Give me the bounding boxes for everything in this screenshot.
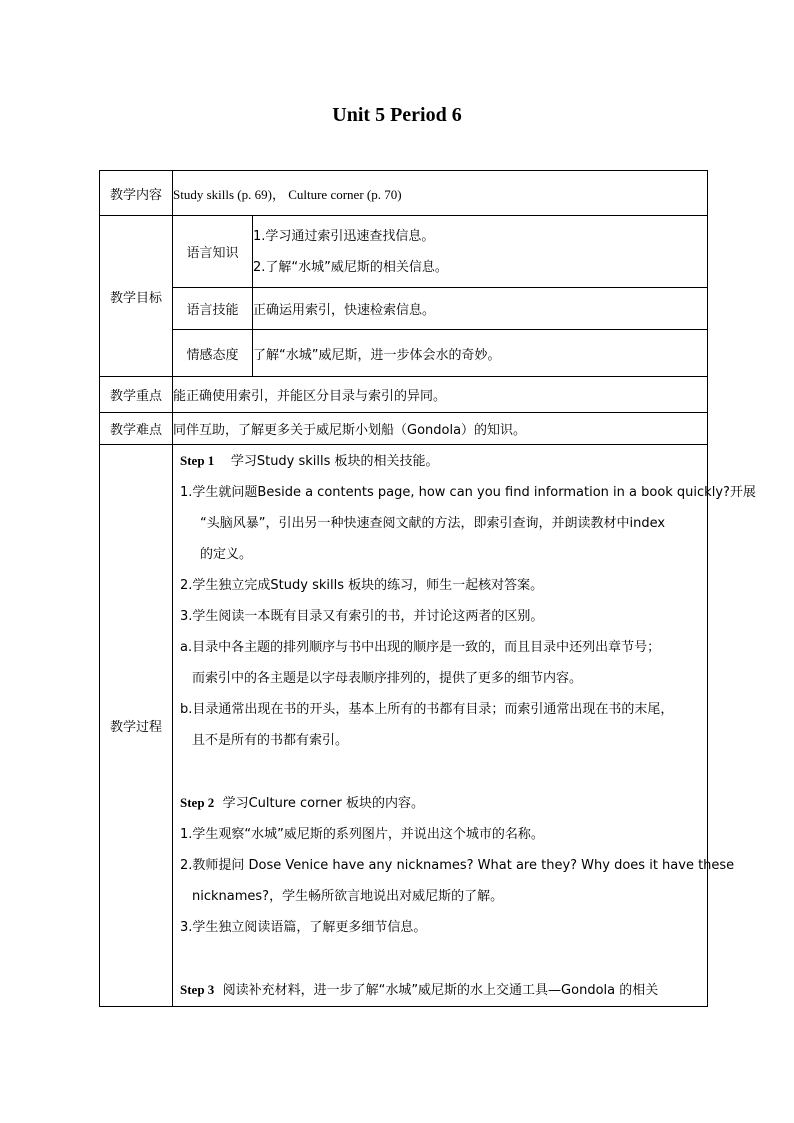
step1-item1-line2: “头脑风暴”，引出另一种快速查阅文献的方法，即索引查询，并朗读教材中index [200, 516, 666, 531]
step1-item-b-line2: 且不是所有的书都有索引。 [192, 733, 349, 748]
step3-heading [180, 974, 701, 1006]
step1-item2: 2.学生独立完成Study skills 板块的练习，师生一起核对答案。 [180, 578, 544, 593]
goal-row-skills [100, 288, 708, 330]
goal-knowledge-line-1: 1.学习通过索引迅速查找信息。 [253, 228, 435, 244]
step2-item2-line1: 2.教师提问 Dose Venice have any nicknames? What are they? Why does it have these [180, 858, 735, 873]
process-content [173, 445, 756, 1007]
spacer [180, 756, 701, 787]
step3-title: Step 3 [180, 982, 215, 997]
goal-value-attitude: 了解“水城”威尼斯，进一步体会水的奇妙。 [253, 330, 708, 377]
step1-item3: 3.学生阅读一本既有目录又有索引的书，并讨论这两者的区别。 [180, 609, 544, 624]
step1-title: Step 1 [180, 453, 215, 468]
step2-heading [180, 787, 701, 819]
content-row [100, 171, 708, 216]
content-value: Study skills (p. 69)， Culture corner (p. 70) [173, 171, 708, 216]
step1-item1-line3: 的定义。 [200, 547, 253, 562]
step1-item-a-line1: a.目录中各主题的排列顺序与书中出现的顺序是一致的，而且目录中还列出章节号； [180, 640, 661, 655]
step1-item1-line1: 1.学生就问题Beside a contents page, how can you find information in a book quickly?开展 [180, 485, 756, 500]
step1-item-a-line2: 而索引中的各主题是以字母表顺序排列的，提供了更多的细节内容。 [192, 671, 583, 686]
goal-row-attitude [100, 330, 708, 377]
step1-item-b-line1: b.目录通常出现在书的开头，基本上所有的书都有目录；而索引通常出现在书的末尾， [180, 702, 674, 717]
goal-label-skills: 语言技能 [173, 288, 253, 330]
process-label: 教学过程 [100, 445, 173, 1007]
content-label: 教学内容 [100, 171, 173, 216]
difficulty-row [100, 413, 708, 445]
step2-item1: 1.学生观察“水城”威尼斯的系列图片，并说出这个城市的名称。 [180, 827, 544, 842]
page-title: Unit 5 Period 6 [332, 104, 462, 126]
focus-value: 能正确使用索引，并能区分目录与索引的异同。 [173, 377, 708, 413]
difficulty-value: 同伴互助，了解更多关于威尼斯小划船（Gondola）的知识。 [173, 413, 708, 445]
goals-label: 教学目标 [100, 216, 173, 377]
spacer [180, 943, 701, 974]
focus-label: 教学重点 [100, 377, 173, 413]
step1-heading [180, 445, 701, 477]
goal-label-knowledge: 语言知识 [173, 216, 253, 288]
goal-value-knowledge [253, 216, 708, 288]
step2-title: Step 2 [180, 795, 215, 810]
step1-text: 学习Study skills 板块的相关技能。 [230, 454, 439, 469]
process-row [100, 445, 708, 1007]
step2-item3: 3.学生独立阅读语篇，了解更多细节信息。 [180, 920, 427, 935]
difficulty-label: 教学难点 [100, 413, 173, 445]
goal-value-skills: 正确运用索引，快速检索信息。 [253, 288, 708, 330]
goal-row-knowledge [100, 216, 708, 288]
lesson-plan-table [99, 170, 756, 1007]
goal-knowledge-line-2: 2.了解“水城”威尼斯的相关信息。 [253, 259, 448, 275]
focus-row [100, 377, 708, 413]
step2-text: 学习Culture corner 板块的内容。 [222, 796, 424, 811]
step2-item2-line2: nicknames?，学生畅所欲言地说出对威尼斯的了解。 [192, 889, 504, 904]
step3-text: 阅读补充材料，进一步了解“水城”威尼斯的水上交通工具—Gondola 的相关 [222, 983, 659, 998]
goal-label-attitude: 情感态度 [173, 330, 253, 377]
